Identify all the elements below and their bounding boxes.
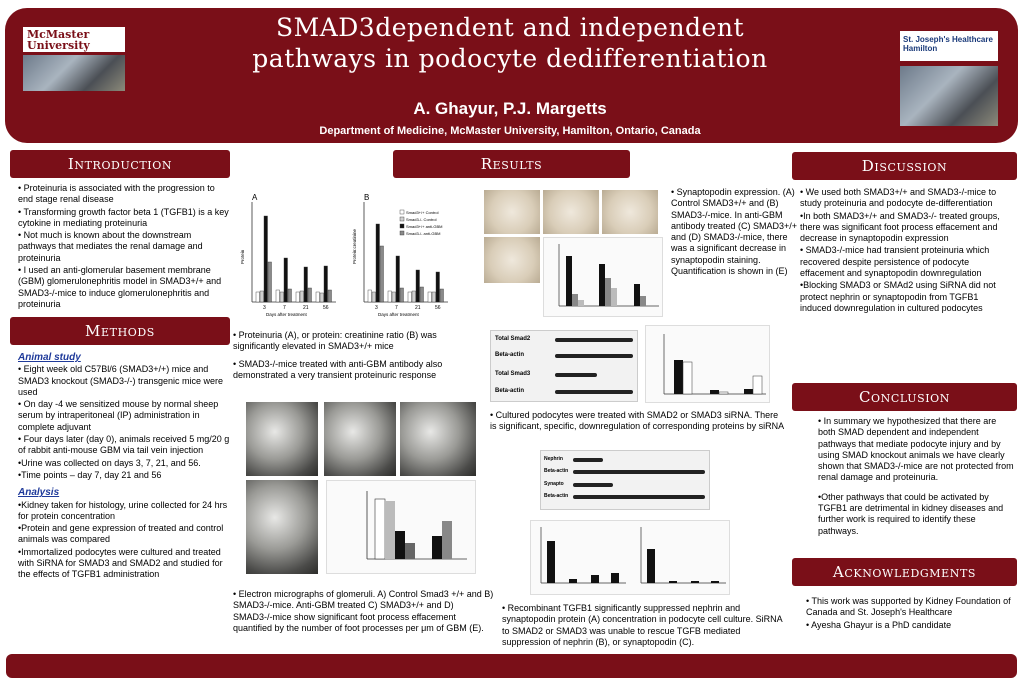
conclusion-text: • In summary we hypothesized that there are both SMAD dependent and independent pathways that mediate podocyte injury and by using SMAD knockout animals we have clearly shown that SMAD3-/-mice are not protected from renal damage and proteinuria. •Other pathways that could be activated by TGFB1 are detrimental in kidney diseases and further work is required to identify these pathways. bbox=[818, 416, 1014, 536]
footer-bar bbox=[6, 654, 1017, 678]
poster-title: SMAD3dependent and independent pathways in podocyte dedifferentiation bbox=[252, 13, 768, 73]
em-bar bbox=[395, 531, 405, 559]
em-panel-a bbox=[246, 402, 318, 476]
bar bbox=[388, 291, 392, 302]
legend-swatch bbox=[400, 217, 404, 221]
ihc-bar bbox=[605, 278, 611, 306]
tgfb-western-blot bbox=[540, 450, 710, 510]
x-axis-label: Days after treatment bbox=[378, 312, 419, 317]
tick-label: 21 bbox=[415, 305, 421, 311]
blot-label: Total Smad3 bbox=[495, 371, 531, 377]
ihc-bar bbox=[634, 284, 640, 306]
proteinuria-caption: • Proteinuria (A), or protein: creatinine ratio (B) was significantly elevated in SMAD3+/+ mice • SMAD3-/-mice treated with anti-GBM antibody also demonstrated a very transient proteinuric response bbox=[233, 330, 443, 380]
ihc-bar bbox=[599, 264, 605, 306]
tgfb-bar bbox=[669, 581, 677, 583]
bar bbox=[396, 256, 400, 302]
bar bbox=[296, 292, 300, 302]
tgfb-bar bbox=[611, 573, 619, 583]
tick-label: 21 bbox=[303, 305, 309, 311]
em-panel-c bbox=[400, 402, 476, 476]
bar bbox=[280, 292, 284, 302]
sirna-bar bbox=[674, 360, 683, 394]
legend-label: Smad3-/- anti-GBM bbox=[406, 231, 441, 236]
ihc-panel-a bbox=[484, 190, 540, 234]
bar bbox=[432, 292, 436, 302]
ihc-bar bbox=[566, 256, 572, 306]
results-heading: Results bbox=[393, 150, 630, 178]
y-axis-label: Protein bbox=[240, 249, 245, 264]
chart-a bbox=[240, 193, 336, 317]
sirna-bar bbox=[719, 392, 728, 394]
tick-label: 7 bbox=[395, 305, 398, 311]
bar bbox=[376, 224, 380, 302]
sirna-western-blot bbox=[490, 330, 638, 402]
methods-heading: Methods bbox=[10, 317, 230, 345]
ihc-bar bbox=[572, 294, 578, 306]
synaptopodin-caption: • Synaptopodin expression. (A) Control SMAD3+/+ and (B) SMAD3-/-mice. In anti-GBM antibody treated (C) SMAD3+/+ and (D) SMAD3-/-mice, there was a significant decrease in synaptopodin staining. Quantification is shown in (E) bbox=[671, 187, 798, 277]
ihc-panel-b bbox=[543, 190, 599, 234]
bar bbox=[256, 292, 260, 302]
bar bbox=[392, 292, 396, 302]
em-panel-d bbox=[246, 480, 318, 574]
tick-label: 7 bbox=[283, 305, 286, 311]
bar bbox=[420, 287, 424, 302]
chart-title: B bbox=[364, 193, 370, 202]
bar bbox=[316, 292, 320, 302]
em-bar bbox=[385, 501, 395, 559]
conclusion-heading: Conclusion bbox=[792, 383, 1017, 411]
bar bbox=[400, 288, 404, 302]
discussion-text: • We used both SMAD3+/+ and SMAD3-/-mice to study proteinuria and podocyte de-differentiation •In both SMAD3+/+ and SMAD3-/- treated groups, there was significant foot process effacement and decrease in synaptopodin expression • SMAD3-/-mice had transient proteinuria which recovered despite persistence of podocyte effacement and synaptopodin downregulation •Blocking SMAD3 or SMAd2 using SiRNA did not protect nephrin or synaptopodin from TGFB1 induced downregulation in cultured podocytes bbox=[800, 187, 1000, 313]
bar bbox=[288, 289, 292, 302]
blot-label: Synapto bbox=[544, 481, 564, 487]
tgfb-bar bbox=[569, 579, 577, 583]
bar bbox=[284, 258, 288, 302]
bar bbox=[260, 291, 264, 302]
blot-label: Beta-actin bbox=[544, 468, 569, 474]
bar bbox=[320, 293, 324, 302]
ihc-bar bbox=[640, 296, 646, 306]
legend-label: Smad3+/+ Control bbox=[406, 210, 439, 215]
ihc-panel-c bbox=[602, 190, 658, 234]
em-bar bbox=[442, 521, 452, 559]
em-panel-b bbox=[324, 402, 396, 476]
legend-swatch bbox=[400, 210, 404, 214]
hospital-photo bbox=[900, 66, 998, 126]
em-caption: • Electron micrographs of glomeruli. A) Control Smad3 +/+ and B) SMAD3-/-mice. Anti-GBM treated C) SMAD3+/+ and D) SMAD3-/-mice show significant foot process effacement quantified by the number of foot processes per μm of GBM (E). bbox=[233, 589, 494, 633]
bar bbox=[276, 290, 280, 302]
tgfb-bar bbox=[547, 541, 555, 583]
blot-label: Beta-actin bbox=[544, 493, 569, 499]
sirna-quant-chart bbox=[645, 325, 770, 403]
ihc-bar bbox=[578, 300, 584, 306]
legend-swatch bbox=[400, 224, 404, 228]
x-axis-label: Days after treatment bbox=[266, 312, 307, 317]
tick-label: 56 bbox=[323, 305, 329, 311]
sirna-bar bbox=[683, 362, 692, 394]
bar bbox=[428, 292, 432, 302]
introduction-heading: Introduction bbox=[10, 150, 230, 178]
blot-label: Beta-actin bbox=[495, 352, 525, 358]
tgfb-bar bbox=[691, 581, 699, 583]
tick-label: 3 bbox=[263, 305, 266, 311]
bar bbox=[324, 266, 328, 302]
analysis-heading: Analysis bbox=[18, 487, 60, 499]
y-axis-label: Protein:creatinine bbox=[352, 228, 357, 264]
acknowledgments-text: • This work was supported by Kidney Foundation of Canada and St. Joseph's Healthcare • Ayesha Ghayur is a PhD candidate bbox=[806, 596, 1011, 630]
bar bbox=[328, 290, 332, 302]
authors: A. Ghayur, P.J. Margetts bbox=[413, 99, 607, 118]
tgfb-bar bbox=[647, 549, 655, 583]
sirna-bar bbox=[744, 389, 753, 394]
bar bbox=[304, 267, 308, 302]
bar bbox=[440, 289, 444, 302]
ihc-panel-e-chart bbox=[543, 237, 663, 317]
bar bbox=[436, 272, 440, 302]
st-josephs-logo: St. Joseph's Healthcare Hamilton bbox=[900, 31, 998, 61]
bar bbox=[264, 216, 268, 302]
blot-label: Total Smad2 bbox=[495, 336, 531, 342]
department: Department of Medicine, McMaster University, Hamilton, Ontario, Canada bbox=[319, 125, 701, 137]
introduction-text: • Proteinuria is associated with the progression to end stage renal disease • Transforming growth factor beta 1 (TGFB1) is a key cytokine in mediating proteinuria • Not much is known about the downstream pathways that mediates the renal damage and proteinuria • I used an anti-glomerular basement membrane (GBM) glomerulonephritis model in SMAD3+/+ and SMAD3-/-mice to induce glomerulonephritis and proteinuria bbox=[18, 183, 229, 309]
animal-study-heading: Animal study bbox=[18, 352, 81, 363]
bar bbox=[416, 270, 420, 302]
bar bbox=[372, 292, 376, 302]
sirna-bar bbox=[710, 390, 719, 394]
em-bar bbox=[432, 536, 442, 559]
legend-label: Smad3+/+ anti-GBM bbox=[406, 224, 443, 229]
tgfb-bar bbox=[711, 581, 719, 583]
tgfb-quant-charts bbox=[530, 520, 730, 595]
em-bar bbox=[405, 543, 415, 559]
bar bbox=[380, 246, 384, 302]
blot-label: Beta-actin bbox=[495, 388, 525, 394]
proteinuria-charts bbox=[232, 190, 457, 325]
tick-label: 3 bbox=[375, 305, 378, 311]
mcmaster-logo: McMaster University bbox=[23, 27, 125, 52]
tgfb-caption: • Recombinant TGFB1 significantly suppressed nephrin and synaptopodin protein (A) concentration in podocyte cell culture. SiRNA to SMAD2 or SMAD3 was unable to rescue TGFB mediated suppression of nephrin (B), or synaptopodin (C). bbox=[502, 603, 783, 647]
chart-b bbox=[352, 193, 448, 317]
blot-label: Nephrin bbox=[544, 456, 563, 462]
acknowledgments-heading: Acknowledgments bbox=[792, 558, 1017, 586]
sirna-bar bbox=[753, 376, 762, 394]
bar bbox=[300, 291, 304, 302]
legend-label: Smad3-/- Control bbox=[406, 217, 437, 222]
tick-label: 56 bbox=[435, 305, 441, 311]
bar bbox=[408, 292, 412, 302]
discussion-heading: Discussion bbox=[792, 152, 1017, 180]
legend-swatch bbox=[400, 231, 404, 235]
bar bbox=[308, 288, 312, 302]
em-bar bbox=[375, 499, 385, 559]
em-panel-e-chart bbox=[326, 480, 476, 574]
ihc-bar bbox=[611, 288, 617, 306]
bar bbox=[412, 291, 416, 302]
tgfb-bar bbox=[591, 575, 599, 583]
campus-photo bbox=[23, 55, 125, 91]
bar bbox=[368, 290, 372, 302]
sirna-caption: • Cultured podocytes were treated with SMAD2 or SMAD3 siRNA. There is significant, specific, downregulation of corresponding proteins by siRNA bbox=[490, 410, 785, 432]
bar bbox=[268, 262, 272, 302]
methods-text: Animal study • Eight week old C57Bl/6 (SMAD3+/+) mice and SMAD3 knockout (SMAD3-/-) transgenic mice were used • On day -4 we sensitized mouse by normal sheep serum by intraperitoneal (IP) administration in complete adjuvant • Four days later (day 0), animals received 5 mg/20 g of rabbit anti-mouse GBM via tail vein injection •Urine was collected on days 3, 7, 21, and 56. •Time points – day 7, day 21 and 56 Analysis •Kidney taken for histology, urine collected for 24 hrs for protein concentration •Protein and gene expression of treated and control animals was compared •Immortalized podocytes were cultured and treated with SiRNA for SMAD3 and SMAD2 and studied for the effects of TGFB1 administration bbox=[18, 352, 230, 580]
ihc-panel-d bbox=[484, 237, 540, 283]
chart-title: A bbox=[252, 193, 258, 202]
